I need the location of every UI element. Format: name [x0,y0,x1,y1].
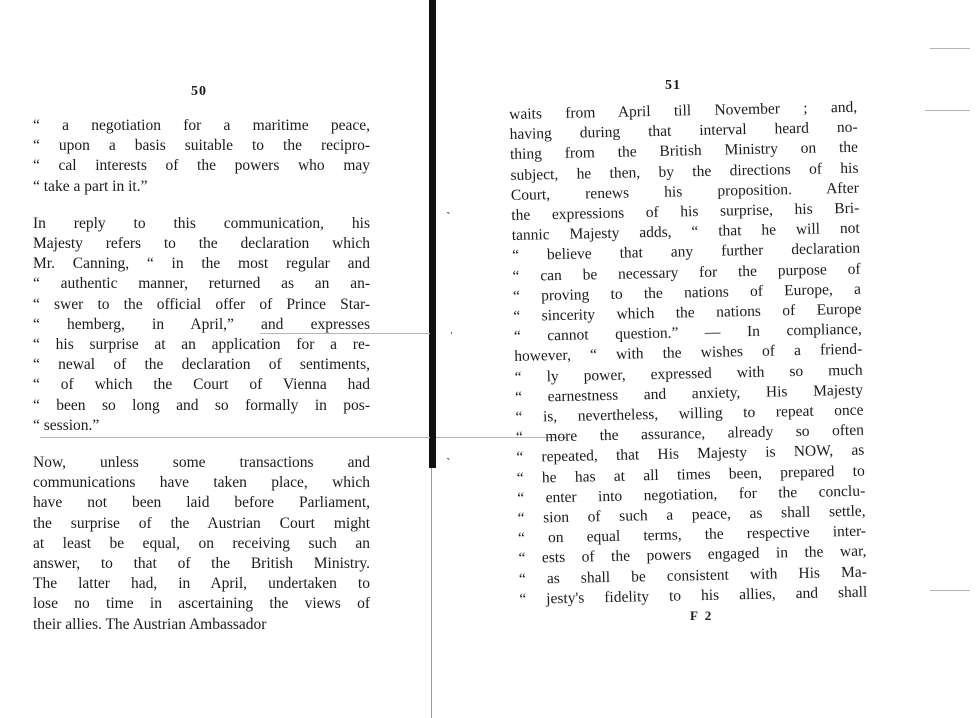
text-line: lose no time in ascertaining the views of [33,595,370,613]
text-line: “ cal interests of the powers who may [33,157,370,175]
text-line: Court, renews his proposition. After [510,179,859,204]
text-line: Mr. Canning, “ in the most regular and [33,255,370,273]
text-line: answer, to that of the British Ministry. [33,555,370,573]
text-line: Now, unless some transactions and [33,454,370,472]
paragraph-gap [33,197,370,214]
text-line: “ as shall be consistent with His Ma- [518,563,868,588]
signature-mark: F 2 [690,608,714,623]
text-line: “ is, nevertheless, willing to repeat once [515,401,864,426]
scan-speck: ˌ [449,320,454,335]
text-line: waits from April till November ; and, [509,98,858,123]
text-line: “ jesty's fidelity to his allies, and shall [519,583,868,608]
text-line: have not been laid before Parliament, [33,494,370,512]
text-line: “ ly power, expressed with so much [514,361,863,386]
text-line: thing from the British Ministry on the [509,139,859,164]
text-line: “ of which the Court of Vienna had [33,376,370,394]
text-line: “ upon a basis suitable to the recipro- [33,137,370,155]
text-line: “ session.” [33,416,100,434]
text-line: The latter had, in April, undertaken to [33,575,370,593]
text-line: “ believe that any further declaration [511,240,861,265]
text-line: “ been so long and so formally in pos- [33,396,370,414]
text-line: tannic Majesty adds, “ that he will not [511,219,860,245]
page-number-left: 50 [191,84,207,99]
text-line: however, “ with the wishes of a friend- [514,341,863,366]
text-line: “ he has at all times been, prepared to [516,462,865,487]
text-line: the expressions of his surprise, his Bri- [511,199,860,224]
text-line: “ ests of the powers engaged in the war, [518,543,867,568]
book-gutter-shadow [429,0,436,468]
text-line: subject, he then, by the directions of his [510,159,859,184]
scan-rule [925,110,970,111]
text-line: “ cannot question.” — In compliance, [513,320,862,346]
book-gutter-line [431,468,432,718]
text-line: “ more the assurance, already so often [515,421,865,447]
scan-rule [930,48,970,49]
text-line: In reply to this communication, his [33,214,370,232]
text-line: “ hemberg, in April,” and expresses [33,315,370,333]
scan-speck: ˎ [446,446,451,461]
text-line: “ his surprise at an application for a re- [33,336,370,354]
left-page-text [33,116,370,635]
text-line: “ proving to the nations of Europe, a [512,280,862,305]
text-line: the surprise of the Austrian Court might [33,514,370,532]
text-line: “ enter into negotiation, for the conclu- [517,482,866,507]
page-number-right: 51 [665,78,681,93]
scan-speck: ˎ [446,200,451,215]
text-line: “ a negotiation for a maritime peace, [33,117,370,134]
text-line: their allies. The Austrian Ambassador [33,615,267,633]
text-line: “ sion of such a peace, as shall settle, [517,502,866,527]
paragraph-gap [33,436,370,453]
text-line: “ on equal terms, the respective inter- [517,522,867,548]
text-line: “ swer to the official offer of Prince Star- [33,295,370,313]
text-line: “ repeated, that His Majesty is NOW, as [516,442,865,467]
text-line: “ authentic manner, returned as an an- [33,275,370,293]
text-line: having during that interval heard no- [509,118,858,144]
text-line: communications have taken place, which [33,474,370,492]
text-line: at least be equal, on receiving such an [33,534,370,552]
text-line: “ sincerity which the nations of Europe [513,300,862,325]
text-line: “ earnestness and anxiety, His Majesty [514,381,864,406]
right-page-text [509,98,868,610]
text-line: Majesty refers to the declaration which [33,235,370,253]
text-line: “ can be necessary for the purpose of [512,260,861,285]
text-line: “ newal of the declaration of sentiments, [33,356,370,374]
text-line: “ take a part in it.” [33,177,148,195]
scan-rule [930,590,970,591]
